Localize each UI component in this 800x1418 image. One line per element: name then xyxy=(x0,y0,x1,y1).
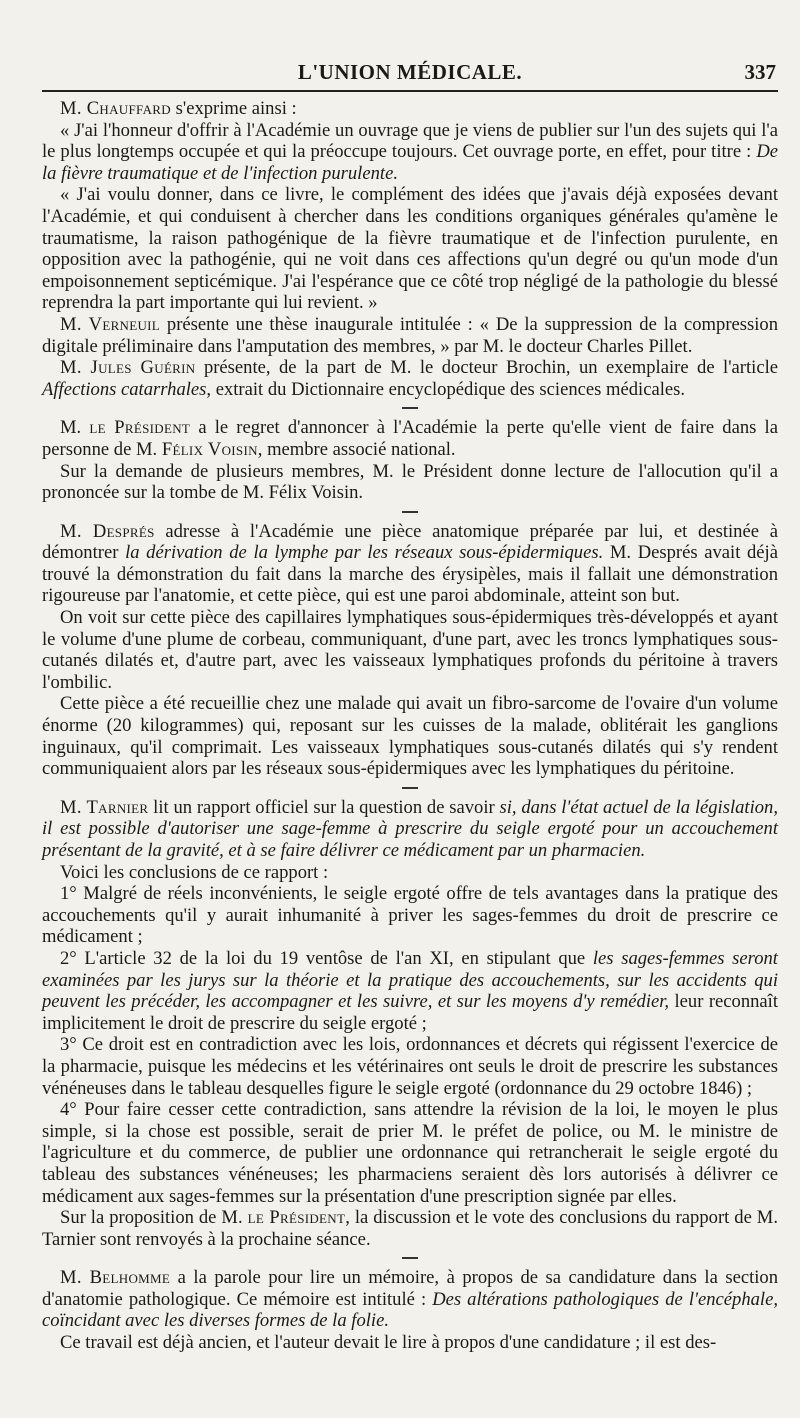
chauffard-intro: M. Chauffard s'exprime ainsi : xyxy=(60,98,297,119)
conclusions-intro: Voici les conclusions de ce rapport : xyxy=(60,861,329,883)
despres-paragraph-2: On voit sur cette pièce des capillaires lymphatiques sous-épidermiques très-développés et ayant le volume d'une plume de corbeau, communiquant, d'une part, avec les troncs lymphatiques sous-cutanés dilatés et, d'autre part, avec les vaisseaux lymphatiques profonds du péritoine à travers l'ombilic. xyxy=(42,607,778,693)
speaker-name: M. Tarnier xyxy=(60,796,149,818)
tarnier-final: Sur la proposition de M. le Président, la discussion et le vote des conclusions du rapport de M. Tarnier sont renvoyés à la prochaine séance. xyxy=(42,1207,778,1250)
article-body xyxy=(42,98,778,1354)
despres-paragraph: M. Després adresse à l'Académie une pièce anatomique préparée par lui, et destinée à démontrer la dérivation de la lymphe par les réseaux sous-épidermiques. M. Després avait déjà trouvé la démonstration du fait dans la marche des érysipèles, mais il fallait une démonstration rigoureuse par l'anatomie, et cette pièce, qui est une paroi abdominale, atteint son but. xyxy=(42,520,778,607)
despres-paragraph-3: Cette pièce a été recueillie chez une malade qui avait un fibro-sarcome de l'ovaire d'un volume énorme (20 kilogrammes) qui, reposant sur les cuisses de la malade, oblitérait les ganglions inguinaux, qu'il comprimait. Les vaisseaux lymphatiques sous-cutanés dilatés qui s'y rendent communiquaient alors par les réseaux sous-épidermiques avec les lymphatiques du péritoine. xyxy=(42,693,778,780)
speaker-name: le Président xyxy=(247,1207,346,1229)
chauffard-quote-1: « J'ai l'honneur d'offrir à l'Académie un ouvrage que je viens de publier sur l'un des sujets qui l'a le plus longtemps occupée et qui la préoccupe toujours. Cet ouvrage porte, en effet, pour titre : De la fièvre traumatique et de l'infection purulente. xyxy=(42,119,778,184)
verneuil-paragraph: M. Verneuil présente une thèse inaugurale intitulée : « De la suppression de la compression digitale préliminaire dans l'amputation des membres, » par M. le docteur Charles Pillet. xyxy=(42,313,778,357)
conclusion-1: 1° Malgré de réels inconvénients, le seigle ergoté offre de tels avantages dans la pratique des accouchements qu'il y aurait inhumanité à priver les sages-femmes du droit de prescrire ce médicament ; xyxy=(42,883,778,948)
conclusion-3: 3° Ce droit est en contradiction avec les lois, ordonnances et décrets qui régissent l'exercice de la pharmacie, puisque les médecins et les vétérinaires ont seuls le droit de prescrire les substances vénéneuses dans le tableau desquelles figure le seigle ergoté (ordonnance du 29 octobre 1846) ; xyxy=(42,1034,778,1099)
section-separator xyxy=(402,1257,418,1259)
president-paragraph: M. le Président a le regret d'annoncer à l'Académie la perte qu'elle vient de faire dans la personne de M. Félix Voisin, membre associé national. xyxy=(42,417,778,460)
belhomme-paragraph-2: Ce travail est déjà ancien, et l'auteur devait le lire à propos d'une candidature ; il est des- xyxy=(60,1332,717,1354)
speaker-name: M. Belhomme xyxy=(60,1267,171,1289)
conclusion-2: 2° L'article 32 de la loi du 19 ventôse de l'an XI, en stipulant que les sages-femmes seront examinées par les jurys sur la théorie et la pratique des accouchements, sur les accidents qui peuvent les précéder, les accompagner et les suivre, et sur les moyens d'y remédier, leur reconnaît implicitement le droit de prescrire du seigle ergoté ; xyxy=(42,947,778,1034)
speaker-name: M. Chauffard xyxy=(60,98,171,119)
section-separator xyxy=(402,787,418,789)
memoir-title: Des altérations pathologiques de l'encéphale, coïncidant avec les diverses formes de la folie. xyxy=(42,1288,778,1332)
article-title: Affections catarrhales xyxy=(42,378,207,400)
conclusion-4: 4° Pour faire cesser cette contradiction, sans attendre la révision de la loi, le moyen le plus simple, si la chose est possible, serait de prier M. le préfet de police, ou M. le ministre de l'agriculture et du commerce, de publier une ordonnance qui retrancherait le seigle ergoté du tableau des substances vénéneuses; les pharmaciens seraient dès lors autorisés à délivrer ce médicament aux sages-femmes sur la présentation d'une prescription signée par elles. xyxy=(42,1099,778,1207)
running-title: L'UNION MÉDICALE. xyxy=(297,60,523,84)
running-header xyxy=(42,56,778,90)
speaker-name: le Président xyxy=(89,417,191,439)
page-number: 337 xyxy=(744,60,776,84)
belhomme-paragraph: M. Belhomme a la parole pour lire un mémoire, à propos de sa candidature dans la section d'anatomie pathologique. Ce mémoire est intitulé : Des altérations pathologiques de l'encéphale, coïncidant avec les diverses formes de la folie. xyxy=(42,1267,779,1332)
tarnier-paragraph: M. Tarnier lit un rapport officiel sur la question de savoir si, dans l'état actuel de la législation, il est possible d'autoriser une sage-femme à prescrire du seigle ergoté pour un accouchement présentant de la gravité, et à se faire délivrer ce médicament par un pharmacien. xyxy=(42,796,778,861)
section-separator xyxy=(402,407,418,409)
speaker-name: M. Verneuil xyxy=(60,313,161,335)
speaker-name: M. Jules Guérin xyxy=(60,357,196,379)
guerin-paragraph: M. Jules Guérin présente, de la part de M. le docteur Brochin, un exemplaire de l'article Affections catarrhales, extrait du Dictionnaire encyclopédique des sciences médicales. xyxy=(42,357,779,400)
person-name: Félix Voisin xyxy=(161,438,258,460)
chauffard-quote-2: « J'ai voulu donner, dans ce livre, le complément des idées que j'avais déjà exposées devant l'Académie, et qui conduisent à chercher dans les conditions organiques générales qu'amène le traumatisme, la raison pathogénique de la fièvre traumatique et de l'infection purulente, en opposition avec la pathogénie, qui ne voit dans ces affections qu'un degré ou qu'un mode d'un empoisonnement septicémique. J'ai l'espérance que ce côté trop négligé de la pathologie du blessé reprendra la part importante qui lui revient. » xyxy=(42,184,778,314)
speaker-name: M. Després xyxy=(60,520,155,542)
section-separator xyxy=(402,511,418,513)
book-title: De la fièvre traumatique et de l'infection purulente. xyxy=(42,141,778,184)
president-paragraph-2: Sur la demande de plusieurs membres, M. le Président donne lecture de l'allocution qu'il a prononcée sur la tombe de M. Félix Voisin. xyxy=(42,460,778,504)
header-rule xyxy=(42,90,778,92)
